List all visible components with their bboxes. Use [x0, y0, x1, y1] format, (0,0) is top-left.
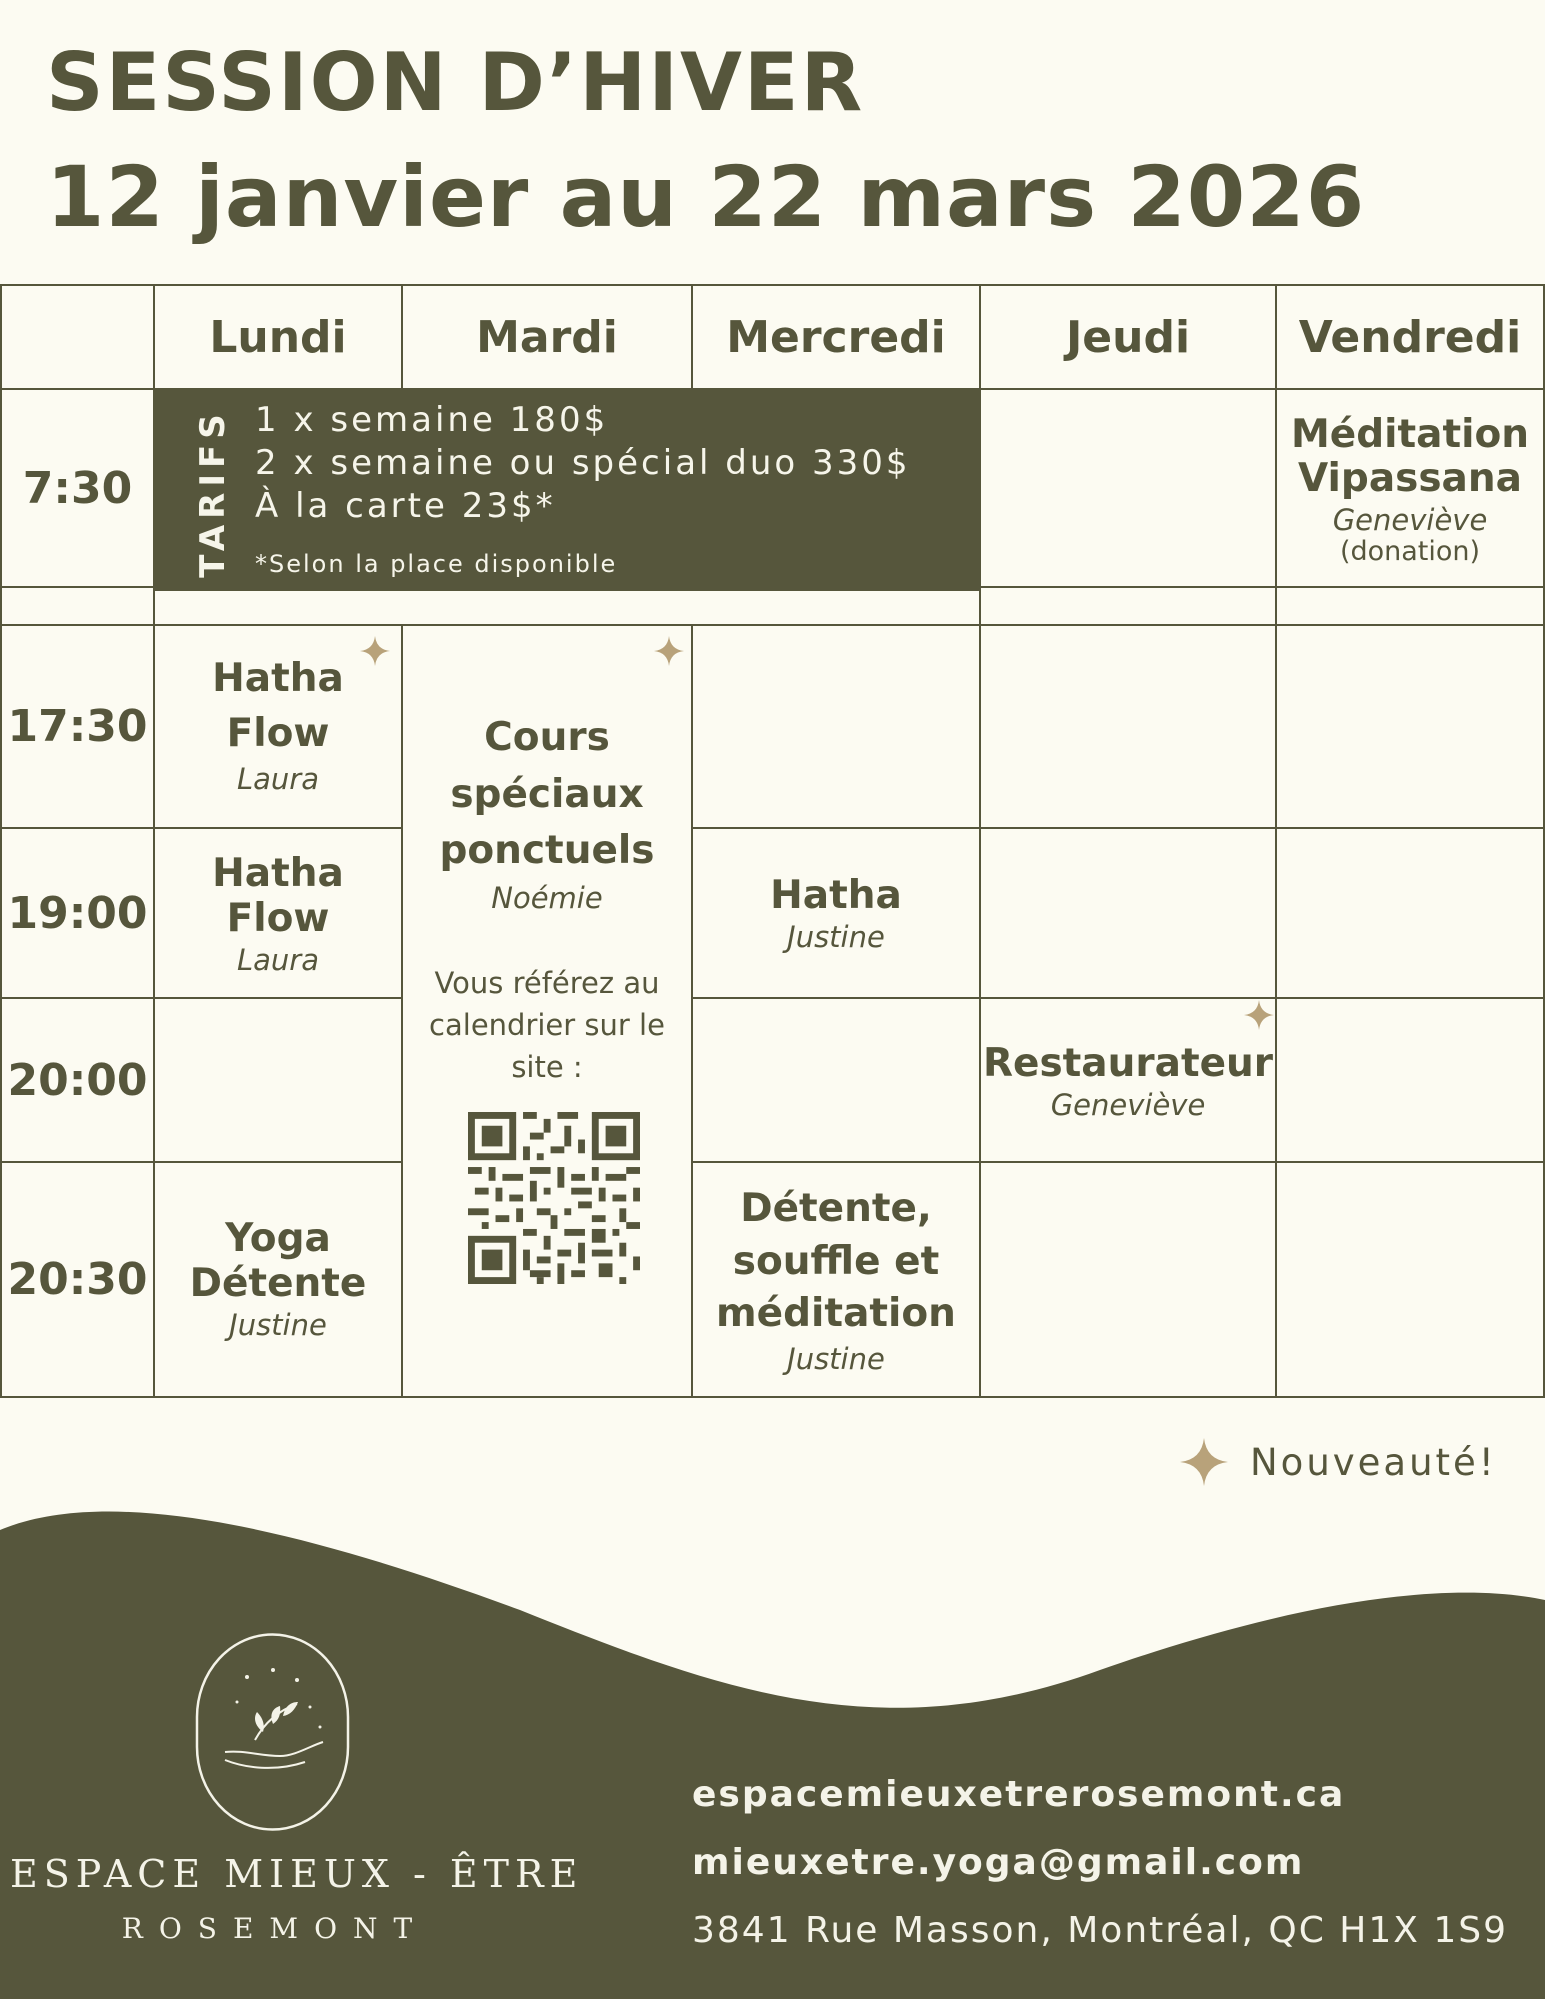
class-teacher: Geneviève [1050, 1087, 1206, 1122]
time-label-0730: 7:30 [22, 462, 133, 514]
time-label-1900: 19:00 [7, 887, 148, 939]
class-name: Vipassana [1298, 456, 1522, 502]
day-header-mercredi: Mercredi [726, 311, 946, 363]
address: 3841 Rue Masson, Montréal, QC H1X 1S9 [692, 1910, 1509, 1951]
class-name: Yoga [225, 1216, 331, 1262]
tarif-drop-in: À la carte 23$* [255, 486, 556, 526]
class-teacher: Laura [236, 762, 319, 797]
calendar-note [403, 962, 691, 1092]
tarifs-box [155, 388, 980, 591]
grid-line [0, 1396, 1545, 1398]
tarif-duo: 2 x semaine ou spécial duo 330$ [255, 443, 911, 483]
class-name: Hatha [212, 656, 344, 702]
time-label-2000: 20:00 [7, 1054, 148, 1106]
class-hatha-flow-1900 [155, 840, 401, 990]
time-label-2030: 20:30 [7, 1254, 148, 1305]
class-name: spéciaux [450, 771, 644, 817]
class-teacher: Geneviève [1332, 503, 1488, 538]
tarif-weekly: 1 x semaine 180$ [255, 400, 609, 440]
class-detente-souffle-meditation [693, 1175, 979, 1385]
time-label-1730: 17:30 [7, 701, 148, 752]
email-link[interactable]: mieuxetre.yoga@gmail.com [692, 1842, 1305, 1883]
calendar-note-line: Vous référez au [434, 966, 660, 1000]
sparkle-icon [1244, 1000, 1274, 1030]
class-yoga-detente [155, 1200, 401, 1360]
class-name: ponctuels [439, 828, 655, 874]
class-name: Flow [226, 895, 330, 941]
class-restaurateur [981, 1025, 1275, 1140]
website-link[interactable]: espacemieuxetrerosemont.ca [692, 1774, 1346, 1815]
logo [185, 1622, 360, 1832]
legend [1180, 1438, 1497, 1486]
grid-line [691, 827, 1545, 829]
class-name: méditation [716, 1291, 956, 1337]
grid-line [0, 624, 1545, 626]
day-header-vendredi: Vendredi [1298, 311, 1522, 363]
class-teacher: Justine [229, 1307, 327, 1342]
day-header-mardi: Mardi [476, 311, 618, 363]
sparkle-icon [360, 636, 390, 666]
legend-label: Nouveauté! [1250, 1440, 1497, 1484]
class-teacher: Noémie [491, 880, 603, 915]
tarifs-label: TARIFS [193, 408, 233, 578]
class-teacher: Justine [787, 920, 885, 955]
class-cours-speciaux [403, 710, 691, 930]
calendar-note-line: site : [511, 1050, 583, 1085]
calendar-note-line: calendrier sur le [429, 1008, 665, 1043]
tarif-note: *Selon la place disponible [255, 550, 618, 578]
day-header-lundi: Lundi [209, 311, 347, 363]
class-name: Cours [484, 715, 610, 760]
brand-name: ESPACE MIEUX - ÊTRE [10, 1852, 584, 1896]
class-name: Détente, [740, 1185, 932, 1231]
day-header-jeudi: Jeudi [1065, 311, 1191, 363]
grid-line [691, 997, 1545, 999]
session-title: SESSION D’HIVER [46, 36, 865, 129]
session-dates: 12 janvier au 22 mars 2026 [46, 148, 1366, 246]
grid-line [691, 1161, 1545, 1163]
class-name: Flow [226, 710, 330, 756]
sparkle-icon [654, 636, 684, 666]
class-name: Hatha [770, 873, 902, 919]
brand-location: ROSEMONT [121, 1912, 429, 1945]
class-hatha-mercredi [693, 860, 979, 970]
class-name: Méditation [1290, 411, 1530, 457]
class-name: souffle et [732, 1238, 940, 1284]
class-meditation-vipassana [1277, 400, 1543, 580]
class-teacher: Justine [787, 1341, 885, 1376]
class-name: Hatha [212, 851, 344, 897]
class-note: (donation) [1339, 536, 1481, 568]
class-name: Détente [189, 1260, 367, 1306]
class-teacher: Laura [236, 942, 319, 977]
sparkle-icon [1180, 1438, 1228, 1486]
class-name: Restaurateur [982, 1040, 1274, 1086]
qr-code[interactable] [468, 1112, 640, 1284]
